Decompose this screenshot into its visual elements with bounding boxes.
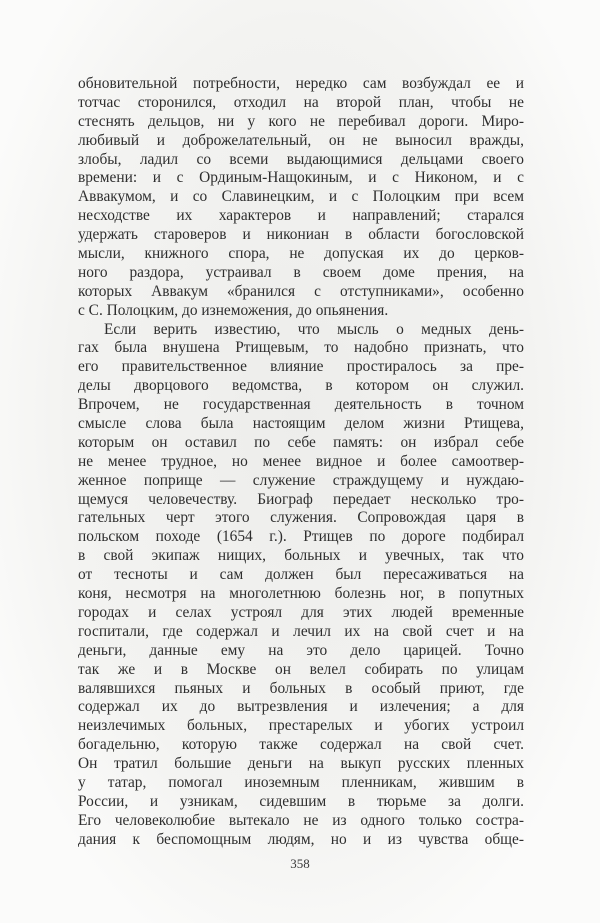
text-line: с С. Полоцким, до изнеможения, до опьянения.	[78, 301, 389, 319]
text-line: удержать староверов и никониан в области богословской	[78, 226, 524, 244]
text-line: неизлечимых больных, престарелых и убогих устроил	[78, 717, 524, 735]
text-line: обновительной потребности, нередко сам возбуждал ее и	[78, 75, 524, 92]
text-line: содержал их до вытрезвления и излечения; а для	[78, 698, 524, 716]
text-line: щемуся человечеству. Биограф передает несколько тро-	[78, 490, 524, 508]
text-line: Он тратил большие деньги на выкуп русских пленных	[78, 755, 524, 773]
text-line: смысле слова была настоящим делом жизни Ртищева,	[78, 415, 524, 433]
paragraph-start-line: Если верить известию, что мысль о медных день-	[104, 320, 524, 338]
text-line: в свой экипаж нищих, больных и увечных, так что	[78, 547, 524, 565]
text-line: злобы, ладил со всеми выдающимися дельцами своего	[78, 150, 524, 168]
text-line: польском походе (1654 г.). Ртищев по дороге подбирал	[78, 528, 524, 546]
text-line: стеснять дельцов, ни у кого не перебивал дороги. Миро-	[78, 112, 524, 130]
page-number: 358	[290, 856, 310, 871]
text-line: женное поприще — служение страждущему и нуждаю-	[78, 471, 524, 489]
text-line: коня, несмотря на многолетнюю болезнь ног, в попутных	[78, 585, 524, 603]
text-line: госпитали, где содержал и лечил их на свой счет и на	[78, 622, 524, 640]
text-line: которым он оставил по себе память: он избрал себе	[78, 433, 524, 451]
text-line: несходстве их характеров и направлений; старался	[78, 207, 524, 225]
text-line: Аввакумом, и со Славинецким, и с Полоцким при всем	[78, 188, 524, 206]
text-line: так же и в Москве он велел собирать по улицам	[78, 660, 524, 678]
text-line: России, и узникам, сидевшим в тюрьме за долги.	[78, 792, 524, 810]
text-line: тотчас сторонился, отходил на второй план, чтобы не	[78, 93, 524, 111]
text-line: его правительственное влияние простиралось за пре-	[78, 358, 524, 376]
text-line: которых Аввакум «бранился с отступниками», особенно	[78, 282, 524, 300]
text-line: мысли, книжного спора, не допуская их до церков-	[78, 245, 524, 263]
text-line: дания к беспомощным людям, но и из чувства обще-	[78, 830, 524, 848]
text-line: городах и селах устроял для этих людей временные	[78, 603, 524, 621]
text-line: не менее трудное, но менее видное и более самоотвер-	[78, 452, 524, 470]
text-line: богадельню, которую также содержал на свой счет.	[78, 736, 524, 754]
text-line: деньги, данные ему на это дело царицей. Точно	[78, 641, 524, 659]
text-line: ного раздора, устраивал в своем доме прения, на	[78, 263, 524, 281]
text-line: Его человеколюбие вытекало не из одного только состра-	[78, 811, 524, 829]
text-line: Впрочем, не государственная деятельность в точном	[78, 396, 524, 414]
text-line: валявшихся пьяных и больных в особый приют, где	[78, 679, 524, 697]
text-line: делы дворцового ведомства, в котором он служил.	[78, 377, 524, 395]
text-line: гах была внушена Ртищевым, то надобно признать, что	[78, 339, 524, 357]
text-line: любивый и доброжелательный, он не выносил вражды,	[78, 131, 524, 149]
text-line: от тесноты и сам должен был пересаживаться на	[78, 566, 524, 584]
text-line: времени: и с Ординым-Нащокиным, и с Никоном, и с	[78, 169, 524, 187]
text-line: гательных черт этого служения. Сопровождая царя в	[78, 509, 524, 527]
body-text	[78, 75, 524, 850]
text-line: у татар, помогал иноземным пленникам, жившим в	[78, 773, 524, 791]
